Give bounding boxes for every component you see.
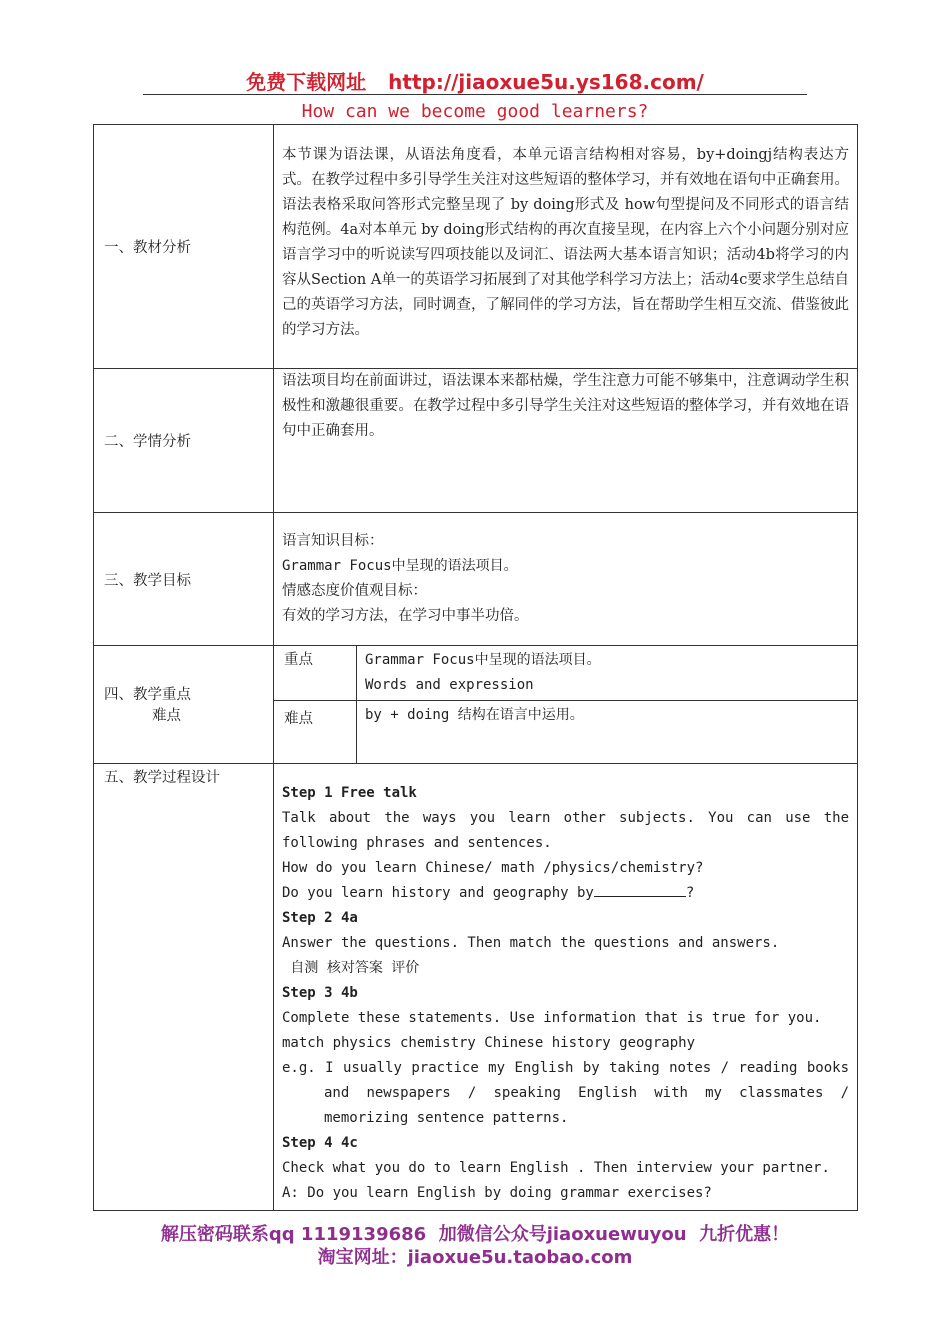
step-line: Check what you do to learn English . Then interview your partner. bbox=[282, 1159, 830, 1176]
step-title: Step 1 Free talk bbox=[282, 784, 417, 801]
step-line bbox=[282, 881, 849, 906]
footer-contact: 解压密码联系qq 1119139686 加微信公众号jiaoxuewuyou 九折优惠！ bbox=[160, 1224, 790, 1245]
row-teaching-goals bbox=[94, 513, 858, 646]
row-teaching-process bbox=[94, 763, 858, 1210]
key-point-label: 重点 bbox=[274, 646, 357, 701]
row-label: 三、教学目标 bbox=[94, 513, 274, 646]
key-points-subtable bbox=[274, 646, 857, 763]
row-textbook-analysis bbox=[94, 125, 858, 369]
row-label: 一、教材分析 bbox=[94, 125, 274, 369]
step-line: Complete these statements. Use information that is true for you. bbox=[282, 1009, 822, 1026]
step-text: ? bbox=[685, 884, 695, 901]
lesson-title: How can we become good learners? bbox=[301, 101, 649, 122]
goal-line: Grammar Focus中呈现的语法项目。 bbox=[282, 558, 518, 574]
step-line: memorizing sentence patterns. bbox=[324, 1109, 569, 1126]
fill-blank bbox=[594, 882, 686, 897]
step-title: Step 4 4c bbox=[282, 1134, 358, 1151]
step-line: Talk about the ways you learn other subjects. You can use the following phrases and sentences. bbox=[282, 809, 849, 851]
row-label bbox=[94, 646, 274, 764]
download-header bbox=[0, 66, 950, 95]
row-content bbox=[274, 646, 858, 764]
step-line: A: Do you learn English by doing grammar exercises? bbox=[282, 1184, 712, 1201]
row-content: 语法项目均在前面讲过，语法课本来都枯燥，学生注意力可能不够集中，注意调动学生积极性和激趣很重要。在教学过程中多引导学生关注对这些短语的整体学习，并有效地在语句中正确套用。 bbox=[274, 369, 858, 513]
step-title: Step 2 4a bbox=[282, 909, 358, 926]
download-label: 免费下载网址 bbox=[246, 70, 367, 94]
key-point-line: Grammar Focus中呈现的语法项目。 bbox=[365, 652, 601, 668]
row-student-analysis bbox=[94, 369, 858, 513]
difficult-point-content: by + doing 结构在语言中运用。 bbox=[357, 701, 858, 763]
step-line: How do you learn Chinese/ math /physics/chemistry? bbox=[282, 859, 704, 876]
goal-line: 有效的学习方法，在学习中事半功倍。 bbox=[282, 608, 529, 624]
download-url-link[interactable]: http://jiaoxue5u.ys168.com/ bbox=[388, 70, 704, 94]
row-content bbox=[274, 763, 858, 1210]
row-content bbox=[274, 513, 858, 646]
goal-line: 语言知识目标： bbox=[282, 533, 384, 549]
step-line: e.g. I usually practice my English by taking notes / reading books bbox=[282, 1059, 849, 1076]
step-line: match physics chemistry Chinese history geography bbox=[282, 1034, 696, 1051]
difficult-point-label: 难点 bbox=[274, 701, 357, 763]
lesson-plan-table bbox=[93, 124, 858, 1211]
step-line: Answer the questions. Then match the questions and answers. bbox=[282, 934, 780, 951]
row-label: 五、教学过程设计 bbox=[94, 763, 274, 1210]
row-content: 本节课为语法课，从语法角度看，本单元语言结构相对容易，by+doingj结构表达方式。在教学过程中多引导学生关注对这些短语的整体学习，并有效地在语句中正确套用。语法表格采取问答形式完整呈现了 by doing形式及 how句型提问及不同形式的语言结构范例。4a对本单元 by doing形式结构的再次直接呈现，在内容上六个小问题分别对应语言学习中的听说读写四项技能以及词汇、语法两大基本语言知识；活动4b将学习的内容从Section A单一的英语学习拓展到了对其他学科学习方法上；活动4c要求学生总结自己的英语学习方法，同时调查，了解同伴的学习方法，旨在帮助学生相互交流、借鉴彼此的学习方法。 bbox=[274, 125, 858, 369]
footer-taobao-link[interactable]: 淘宝网址：jiaoxue5u.taobao.com bbox=[317, 1247, 633, 1268]
header-divider bbox=[143, 94, 807, 95]
step-text: Do you learn history and geography by bbox=[282, 884, 594, 901]
row-label: 二、学情分析 bbox=[94, 369, 274, 513]
step-line: and newspapers / speaking English with my classmates / bbox=[324, 1084, 849, 1101]
step-line: 自测 核对答案 评价 bbox=[282, 959, 420, 976]
row-key-difficult-points bbox=[94, 646, 858, 764]
row-label-line: 四、教学重点 bbox=[104, 687, 191, 704]
goal-line: 情感态度价值观目标： bbox=[282, 583, 427, 599]
key-point-line: Words and expression bbox=[365, 677, 534, 693]
row-label-line: 难点 bbox=[152, 708, 181, 725]
key-point-content bbox=[357, 646, 858, 701]
step-title: Step 3 4b bbox=[282, 984, 358, 1001]
